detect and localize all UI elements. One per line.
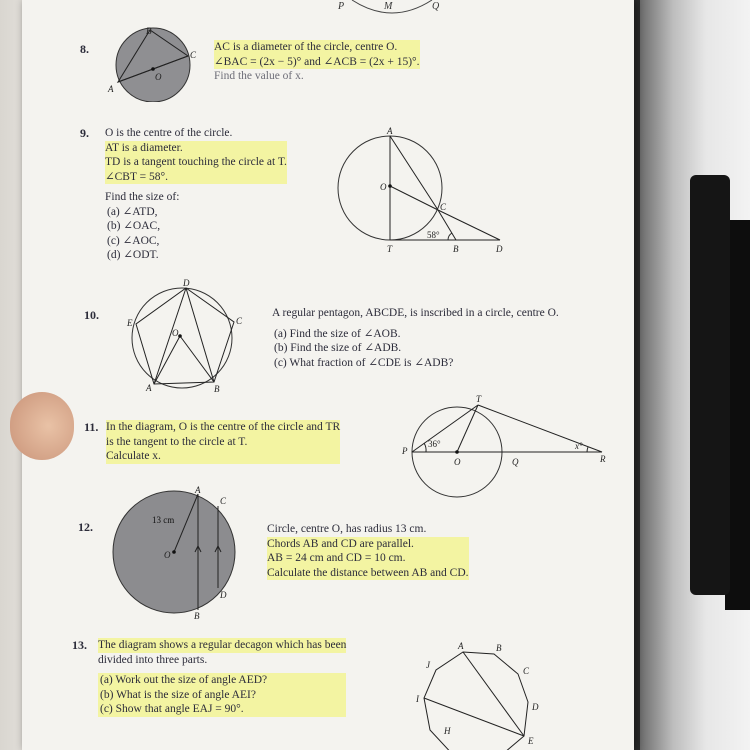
q12-line-4: Calculate the distance between AB and CD.: [267, 566, 469, 579]
q10-label-d: D: [183, 278, 190, 288]
q9-line-1: O is the centre of the circle.: [105, 127, 233, 139]
top-label-p: P: [338, 1, 345, 12]
q12-line-1: Circle, centre O, has radius 13 cm.: [267, 523, 427, 535]
q9-line-3: TD is a tangent touching the circle at T.: [105, 156, 287, 168]
q10-label-e: E: [127, 318, 133, 328]
q11-label-o: O: [454, 457, 461, 467]
question-12-text: [267, 522, 469, 580]
q9-label-o: O: [380, 182, 387, 192]
question-10-diagram: [122, 276, 244, 394]
question-11-number: 11.: [84, 420, 99, 434]
q10-part-b: (b) Find the size of ∠ADB.: [274, 342, 402, 354]
q13-part-b: (b) What is the size of angle AEI?: [98, 688, 346, 703]
q8-label-o: O: [155, 72, 162, 82]
q9-part-d: (d) ∠ODT.: [107, 249, 159, 261]
q11-line-1: In the diagram, O is the centre of the circle and TR: [106, 421, 341, 433]
q13-label-b: B: [496, 643, 502, 653]
q13-label-e: E: [528, 736, 534, 746]
question-13-number: 13.: [72, 638, 87, 652]
q9-label-a: A: [387, 126, 393, 136]
q8-label-c: C: [190, 50, 197, 60]
top-label-m: M: [384, 1, 393, 12]
q12-label-o: O: [164, 550, 171, 560]
q12-line-3: AB = 24 cm and CD = 10 cm.: [267, 551, 469, 566]
q11-angle-x: x°: [575, 441, 583, 451]
q11-label-q: Q: [512, 457, 519, 467]
q9-label-b: B: [453, 244, 459, 254]
question-9-diagram: [330, 126, 515, 260]
q9-label-c: C: [440, 202, 447, 212]
top-label-q: Q: [432, 1, 440, 12]
q10-label-b: B: [214, 384, 220, 394]
question-13-text: [98, 638, 346, 717]
q12-label-c: C: [220, 496, 227, 506]
q9-find: Find the size of:: [105, 191, 180, 203]
q9-angle-58: 58°: [427, 230, 440, 240]
q13-label-a: A: [458, 641, 464, 651]
q10-part-a: (a) Find the size of ∠AOB.: [274, 327, 401, 340]
q9-label-d: D: [496, 244, 503, 254]
q11-angle-36: 36°: [428, 439, 441, 449]
finger-holding-page: [10, 392, 74, 460]
q11-line-2: is the tangent to the circle at T.: [106, 435, 340, 450]
question-12-diagram: [106, 484, 256, 622]
q12-line-2: Chords AB and CD are parallel.: [267, 537, 469, 552]
q11-label-p: P: [402, 446, 408, 456]
q12-label-a: A: [195, 485, 201, 495]
worksheet-page: [22, 0, 634, 750]
question-8-diagram: [98, 22, 208, 102]
q13-part-c: (c) Show that angle EAJ = 90°.: [98, 702, 346, 717]
question-13-diagram: [416, 640, 552, 750]
q11-line-3: Calculate x.: [106, 449, 340, 464]
question-10-number: 10.: [84, 308, 99, 322]
q8-line-2: ∠BAC = (2x − 5)° and ∠ACB = (2x + 15)°.: [214, 55, 420, 68]
q10-label-o: O: [172, 328, 179, 338]
q13-part-a: (a) Work out the size of angle AED?: [98, 673, 346, 688]
q11-label-t: T: [476, 394, 482, 404]
q10-label-c: C: [236, 316, 243, 326]
q13-label-i: I: [416, 694, 419, 704]
background-device: [690, 175, 730, 595]
q8-line-3: Find the value of x.: [214, 70, 304, 82]
question-8-number: 8.: [80, 42, 89, 56]
q8-label-a: A: [108, 84, 114, 94]
question-11-diagram: [400, 390, 618, 502]
question-8-text: [214, 40, 420, 84]
question-9-text: [105, 126, 287, 263]
q12-radius-label: 13 cm: [152, 515, 175, 525]
question-11-text: [106, 420, 340, 464]
q9-part-b: (b) ∠OAC,: [107, 220, 161, 232]
q13-label-j: J: [426, 660, 430, 670]
q13-label-h: H: [444, 726, 451, 736]
q9-part-c: (c) ∠AOC,: [107, 234, 160, 247]
q9-label-t: T: [387, 244, 393, 254]
q12-label-d: D: [220, 590, 227, 600]
q9-line-2: AT is a diameter.: [105, 141, 287, 156]
q9-line-4: ∠CBT = 58°.: [105, 170, 287, 185]
question-10-text: [272, 306, 559, 370]
q10-part-c: (c) What fraction of ∠CDE is ∠ADB?: [274, 356, 454, 369]
q10-label-a: A: [146, 383, 152, 393]
q13-label-c: C: [523, 666, 530, 676]
q11-label-r: R: [600, 454, 606, 464]
question-12-number: 12.: [78, 520, 93, 534]
q10-line-1: A regular pentagon, ABCDE, is inscribed in a circle, centre O.: [272, 307, 559, 319]
top-partial-figure: [322, 0, 472, 20]
q13-line-2: divided into three parts.: [98, 653, 208, 666]
q8-line-1: AC is a diameter of the circle, centre O.: [214, 40, 420, 55]
q9-part-a: (a) ∠ATD,: [107, 205, 158, 218]
question-9-number: 9.: [80, 126, 89, 140]
q13-label-d: D: [532, 702, 539, 712]
q12-label-b: B: [194, 611, 200, 621]
q8-label-b: B: [146, 26, 152, 36]
q13-line-1: The diagram shows a regular decagon which has been: [98, 639, 347, 651]
